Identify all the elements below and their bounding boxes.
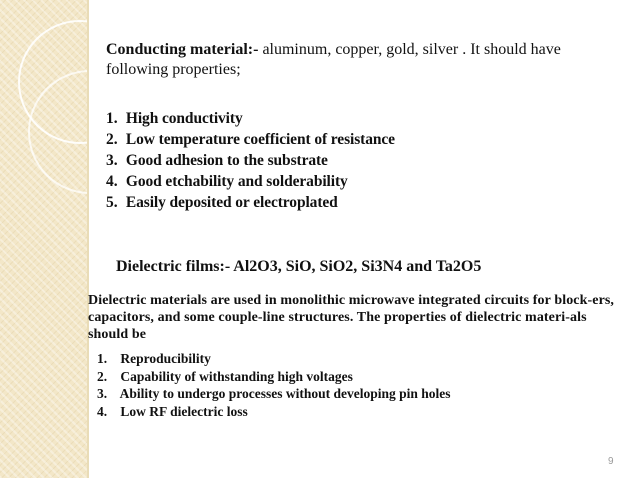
conducting-material-heading [106, 40, 616, 80]
list-item-text: Low temperature coefficient of resistance [125, 131, 395, 148]
band-divider [87, 0, 89, 478]
list-item-number: 4. [97, 403, 108, 419]
list-item [97, 385, 517, 403]
list-item-number: 3. [97, 386, 108, 401]
list-item-number: 1. [106, 110, 118, 127]
page-number: 9 [608, 456, 614, 467]
list-item-number: 4. [106, 173, 118, 190]
list-item-number: 3. [106, 152, 118, 169]
dielectric-properties-list [97, 350, 517, 420]
dielectric-films-heading: Dielectric films:- Al2O3, SiO, SiO2, Si3N4 and Ta2O5 [116, 258, 482, 275]
list-item [106, 171, 426, 192]
list-item-text: Low RF dielectric loss [120, 403, 248, 419]
list-item [97, 403, 517, 421]
list-item [106, 192, 426, 213]
list-item [106, 129, 426, 150]
conducting-properties-list [106, 108, 426, 213]
list-item-text: Reproducibility [120, 351, 211, 366]
list-item-text: Easily deposited or electroplated [125, 194, 338, 211]
conducting-material-label: Conducting material:- [106, 41, 259, 58]
conducting-material-text: aluminum, copper, gold, silver . It should have following properties; [106, 41, 561, 78]
list-item-number: 2. [106, 131, 118, 148]
list-item-text: Good adhesion to the substrate [125, 152, 328, 169]
list-item-text: Ability to undergo processes without developing pin holes [119, 386, 451, 401]
dielectric-paragraph: Dielectric materials are used in monolithic microwave integrated circuits for block-ers, capacitors, and some couple-line structures. The properties of dielectric materi-als should be [88, 293, 615, 342]
list-item [97, 368, 517, 386]
list-item [106, 108, 426, 129]
list-item-number: 5. [106, 194, 118, 211]
decorative-side-band [0, 0, 87, 478]
list-item [106, 150, 426, 171]
list-item-number: 1. [97, 351, 108, 366]
list-item-text: Good etchability and solderability [125, 173, 348, 190]
list-item-text: Capability of withstanding high voltages [120, 368, 353, 384]
list-item-text: High conductivity [125, 110, 243, 127]
list-item [97, 350, 517, 368]
list-item-number: 2. [97, 368, 108, 384]
